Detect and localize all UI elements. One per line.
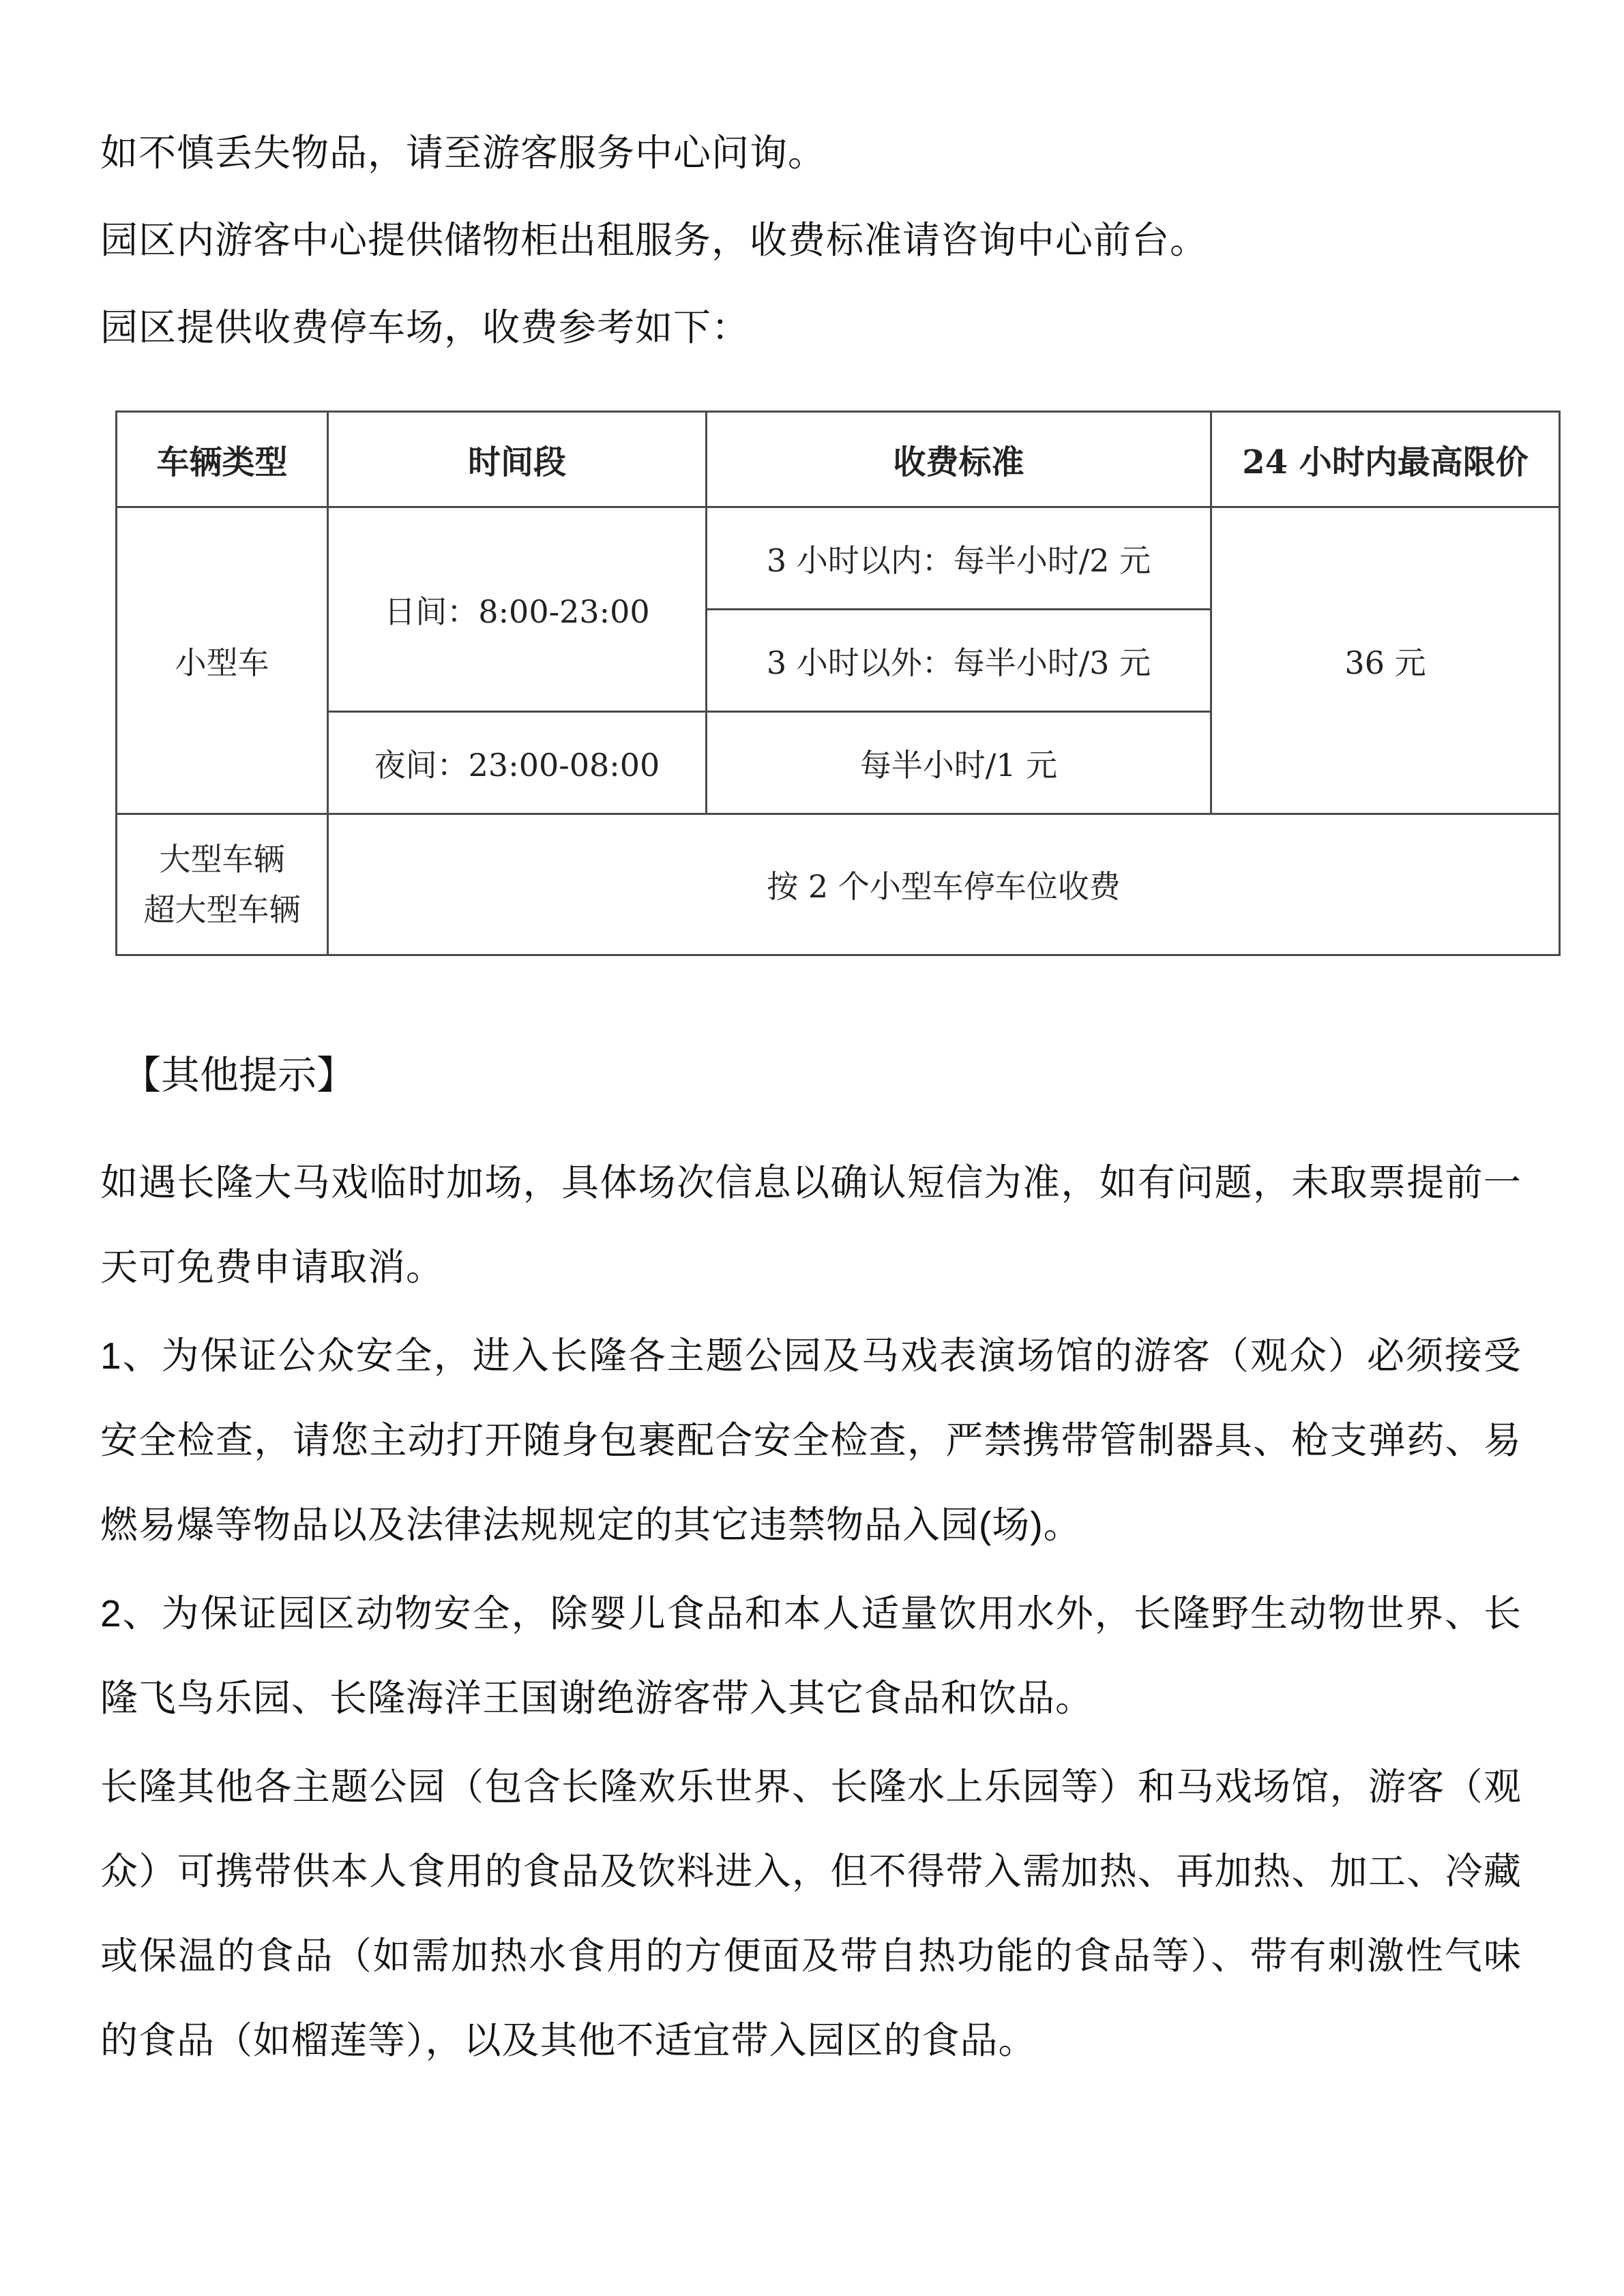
- cell-large-car-type: [117, 814, 328, 955]
- table-header-row: [117, 412, 1560, 507]
- table-row: [117, 814, 1560, 955]
- other-tips-heading: 【其他提示】: [122, 1054, 355, 1097]
- intro-paragraph: 如不慎丢失物品，请至游客服务中心问询。: [100, 132, 827, 174]
- cell-day-rate-beyond-3h: 3 小时以外：每半小时/3 元: [707, 610, 1211, 712]
- tips-paragraph: 长隆其他各主题公园（包含长隆欢乐世界、长隆水上乐园等）和马戏场馆，游客（观众）可携带供本人食用的食品及饮料进入，但不得带入需加热、再加热、加工、冷藏或保温的食品（如需加热水食用的方便面及带自热功能的食品等）、带有刺激性气味的食品（如榴莲等），以及其他不适宜带入园区的食品。: [100, 1765, 1522, 2061]
- header-fee-standard: 收费标准: [707, 412, 1211, 507]
- intro-section: [100, 109, 1522, 371]
- cell-night-period: 夜间：23:00-08:00: [328, 712, 707, 814]
- cell-day-period: 日间：8:00-23:00: [328, 507, 707, 712]
- cell-large-car-rate: 按 2 个小型车停车位收费: [328, 814, 1560, 955]
- table-row: [117, 507, 1560, 610]
- tips-paragraph: 1、为保证公众安全，进入长隆各主题公园及马戏表演场馆的游客（观众）必须接受安全检查，请您主动打开随身包裹配合安全检查，严禁携带管制器具、枪支弹药、易燃易爆等物品以及法律法规规定的其它违禁物品入园(场)。: [100, 1335, 1522, 1546]
- tips-paragraph: 如遇长隆大马戏临时加场，具体场次信息以确认短信为准，如有问题，未取票提前一天可免费申请取消。: [100, 1161, 1522, 1288]
- large-car-type-line2: 超大型车辆: [143, 891, 301, 928]
- large-car-type-line1: 大型车辆: [159, 841, 285, 878]
- header-max-24h: 24 小时内最高限价: [1211, 412, 1560, 507]
- cell-day-rate-within-3h: 3 小时以内：每半小时/2 元: [707, 507, 1211, 610]
- parking-fee-table-container: [115, 411, 1559, 956]
- cell-night-rate: 每半小时/1 元: [707, 712, 1211, 814]
- tips-paragraph: 2、为保证园区动物安全，除婴儿食品和本人适量饮用水外，长隆野生动物世界、长隆飞鸟乐园、长隆海洋王国谢绝游客带入其它食品和饮品。: [100, 1592, 1522, 1719]
- intro-paragraph: 园区内游客中心提供储物柜出租服务，收费标准请咨询中心前台。: [100, 219, 1209, 261]
- other-tips-section: [100, 1038, 1522, 2083]
- intro-paragraph: 园区提供收费停车场，收费参考如下：: [100, 306, 750, 348]
- cell-max-price-24h: 36 元: [1211, 507, 1560, 814]
- parking-fee-table: [115, 411, 1561, 956]
- header-vehicle-type: 车辆类型: [117, 412, 328, 507]
- cell-small-car-type: 小型车: [117, 507, 328, 814]
- header-time-period: 时间段: [328, 412, 707, 507]
